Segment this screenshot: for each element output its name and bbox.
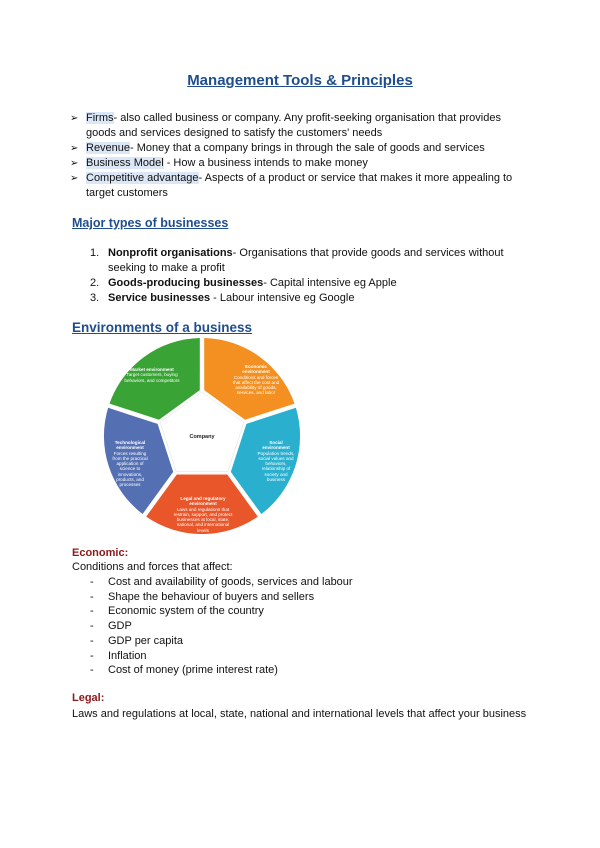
business-type-item [90, 291, 530, 306]
segment-text: Conditions and forces that affect the cost and availability of goods, services, and labor [232, 374, 280, 396]
social-segment-label [255, 440, 297, 482]
economic-factor-text: Cost and availability of goods, services and labour [108, 576, 353, 588]
definition-term: Business Model [86, 157, 164, 169]
page-title: Management Tools & Principles [187, 72, 413, 89]
item-number: 1. [90, 247, 100, 259]
business-type-name: Service businesses [108, 292, 211, 304]
market-segment-label [122, 367, 182, 383]
definition-text: - How a business intends to make money [163, 157, 368, 169]
economic-factor-text: GDP [108, 620, 132, 633]
segment-title: Market environment [130, 367, 174, 372]
environments-diagram [96, 336, 308, 534]
segment-text: Population trends, social values and behaviors, relationship of society and business [257, 450, 295, 483]
economic-intro: Conditions and forces that affect: [72, 561, 233, 573]
economic-factor-text: GDP per capita [108, 634, 184, 647]
economic-segment-label [232, 364, 280, 396]
definition-item [70, 141, 530, 156]
environments-heading: Environments of a business [72, 320, 253, 335]
technological-segment-label [110, 440, 150, 488]
business-type-name: Nonprofit organisations [108, 247, 233, 259]
economic-factor-item: - Inflation [90, 649, 147, 662]
economic-factor-item: - GDP [90, 620, 132, 633]
business-type-item [90, 276, 530, 291]
economic-factor-text: Economic system of the country [108, 605, 264, 618]
segment-title: Social environment [262, 440, 290, 451]
definition-term: Firms [86, 112, 114, 124]
segment-title: Technological environment [114, 440, 146, 451]
economic-factor-item: - Cost of money (prime interest rate) [90, 664, 278, 677]
legal-segment-label [172, 496, 234, 533]
definition-item [70, 156, 530, 171]
definition-text: - also called business or company. Any profit-seeking organisation that provides goods and services designed to satisfy the customers' needs [86, 112, 501, 139]
segment-title: Legal and regulatory environment [180, 496, 226, 507]
definition-text: - Aspects of a product or service that makes it more appealing to target customers [86, 172, 513, 199]
definition-term: Revenue [86, 142, 131, 154]
major-types-heading: Major types of businesses [72, 216, 229, 230]
economic-factor-item: - Economic system of the country [90, 605, 264, 618]
business-type-desc: - Capital intensive eg Apple [263, 277, 397, 289]
arrow-bullet-icon: ➢ [70, 143, 79, 154]
definition-item [70, 171, 530, 201]
definition-item [70, 111, 530, 141]
economic-factor-text: Cost of money (prime interest rate) [108, 664, 278, 677]
segment-text: Target customers, buying behaviors, and competitors [124, 372, 180, 383]
business-type-name: Goods-producing businesses [108, 277, 264, 289]
economic-factor-text: Shape the behaviour of buyers and sellers [108, 590, 315, 603]
arrow-bullet-icon: ➢ [70, 173, 79, 184]
legal-text: Laws and regulations at local, state, national and international levels that affect your business [72, 708, 527, 720]
business-types-list [90, 246, 530, 306]
legal-heading: Legal: [72, 692, 105, 704]
arrow-bullet-icon: ➢ [70, 158, 79, 169]
business-type-desc: - Labour intensive eg Google [210, 292, 355, 304]
economic-factor-item: - Cost and availability of goods, services and labour [90, 576, 353, 588]
definitions-list [70, 111, 530, 201]
economic-factors-list [90, 575, 510, 678]
segment-text: Forces resulting from the practical application of science to innovations, products, and processes [112, 450, 148, 488]
company-label: Company [189, 434, 215, 440]
item-number: 2. [90, 277, 100, 289]
segment-title: Economic environment [242, 364, 270, 375]
economic-factor-item: - Shape the behaviour of buyers and sellers [90, 590, 315, 603]
definition-term: Competitive advantage [86, 172, 199, 184]
arrow-bullet-icon: ➢ [70, 113, 79, 124]
economic-heading: Economic: [72, 547, 129, 559]
business-type-desc: - Organisations that provide goods and services without seeking to make a profit [108, 247, 504, 274]
segment-text: Laws and regulations that restrain, support, and protect businesses at local, state, national, and international levels [173, 506, 233, 533]
economic-factor-item: - GDP per capita [90, 634, 184, 647]
economic-factor-text: Inflation [108, 649, 147, 662]
definition-text: - Money that a company brings in through the sale of goods and services [130, 142, 485, 154]
item-number: 3. [90, 292, 100, 304]
business-type-item [90, 246, 530, 276]
